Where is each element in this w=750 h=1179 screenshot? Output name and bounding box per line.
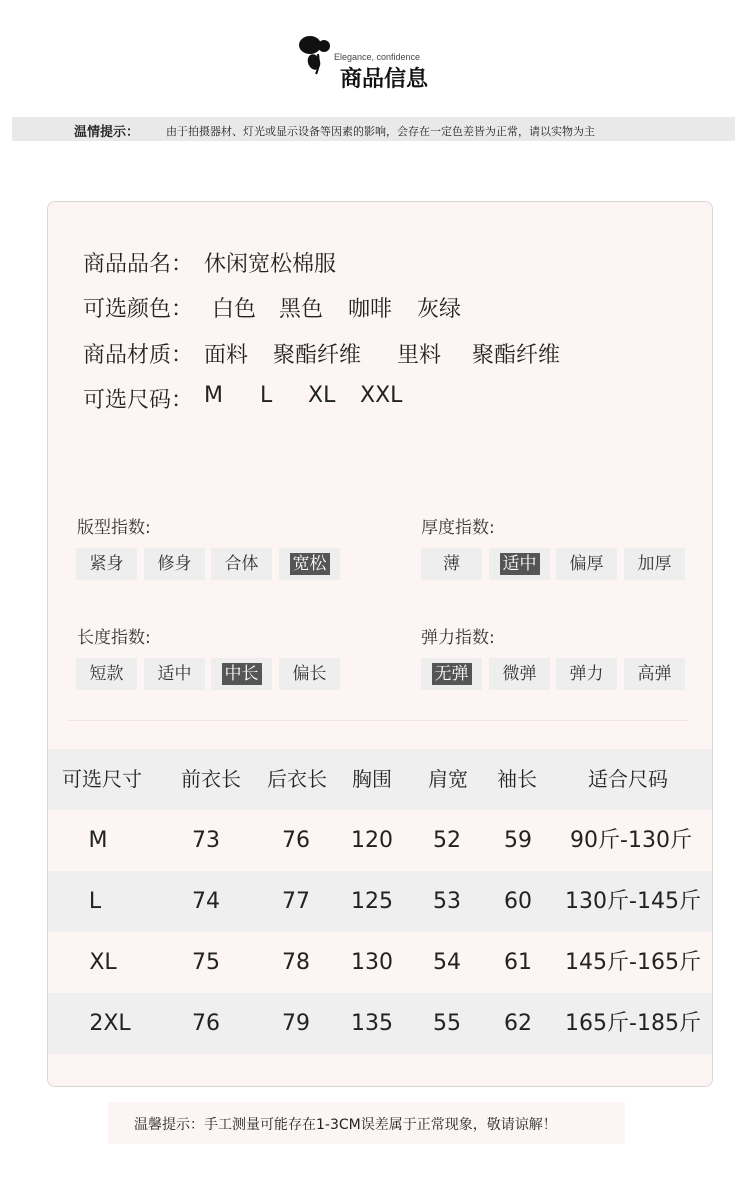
table-cell: 77	[282, 889, 310, 914]
table-cell: 90斤-130斤	[570, 828, 692, 853]
measurement-note	[108, 1102, 625, 1144]
table-cell: 130	[351, 950, 393, 975]
size-option: XXL	[360, 383, 403, 408]
table-cell: 78	[282, 950, 310, 975]
notice-label: 温情提示：	[74, 125, 140, 140]
table-cell: 52	[433, 828, 461, 853]
info-label: 商品品名：	[83, 252, 194, 277]
divider	[68, 720, 688, 721]
length-index-title: 长度指数:	[77, 628, 151, 648]
brand-slogan: Elegance, confidence	[334, 52, 421, 62]
table-cell: 135	[351, 1011, 393, 1036]
elasticity-chip: 弹力	[556, 658, 617, 690]
fit-chip-selected: 宽松	[279, 548, 340, 580]
table-cell: 130斤-145斤	[565, 889, 701, 914]
elasticity-chip: 高弹	[624, 658, 685, 690]
table-cell: 79	[282, 1011, 310, 1036]
table-cell: 76	[192, 1011, 220, 1036]
material-item: 里料	[397, 343, 442, 368]
table-cell: 75	[192, 950, 220, 975]
color-option: 咖啡	[348, 297, 393, 322]
elasticity-index-title: 弹力指数:	[421, 628, 495, 648]
table-cell: L	[88, 889, 102, 914]
length-chip: 短款	[76, 658, 137, 690]
table-cell: 73	[192, 828, 220, 853]
table-cell: 62	[504, 1011, 532, 1036]
notice-text: 由于拍摄器材、灯光或显示设备等因素的影响，会存在一定色差皆为正常，请以实物为主	[166, 125, 595, 138]
table-header-cell: 可选尺寸	[62, 767, 142, 791]
table-header-cell: 前衣长	[181, 767, 241, 791]
thickness-chip: 加厚	[624, 548, 685, 580]
table-cell: 2XL	[89, 1011, 131, 1036]
table-cell: 76	[282, 828, 310, 853]
color-option: 白色	[212, 297, 257, 322]
page-title: 商品信息	[340, 67, 429, 92]
length-chip-selected: 中长	[211, 658, 272, 690]
table-cell: 61	[504, 950, 532, 975]
thickness-chip: 偏厚	[556, 548, 617, 580]
table-cell: 74	[192, 889, 220, 914]
size-option: XL	[308, 383, 336, 408]
table-cell: 60	[504, 889, 532, 914]
thickness-chip: 薄	[421, 548, 482, 580]
material-item: 面料	[204, 343, 249, 368]
table-header-cell: 胸围	[352, 767, 392, 791]
length-chip: 适中	[144, 658, 205, 690]
product-info-card	[47, 201, 713, 1087]
table-header-cell: 后衣长	[267, 767, 327, 791]
color-notice-bar	[12, 117, 735, 141]
table-header-row	[48, 749, 713, 810]
table-cell: 125	[351, 889, 393, 914]
fit-chip: 合体	[211, 548, 272, 580]
elasticity-chip: 微弹	[489, 658, 550, 690]
size-option: L	[260, 383, 273, 408]
material-item: 聚酯纤维	[273, 343, 362, 368]
table-header-cell: 适合尺码	[588, 767, 668, 791]
thickness-index-title: 厚度指数:	[421, 518, 495, 538]
table-cell: XL	[89, 950, 117, 975]
table-cell: 53	[433, 889, 461, 914]
size-option: M	[204, 383, 223, 408]
brand-logo	[296, 32, 456, 92]
measurement-note-text: 温馨提示：手工测量可能存在1-3CM误差属于正常现象，敬请谅解！	[134, 1117, 557, 1133]
table-header-cell: 袖长	[497, 767, 537, 791]
table-header-cell: 肩宽	[428, 767, 468, 791]
fit-index-title: 版型指数:	[77, 518, 151, 538]
table-row	[48, 871, 713, 932]
info-label: 可选颜色：	[83, 297, 194, 322]
info-value: 休闲宽松棉服	[204, 252, 337, 277]
info-label: 商品材质：	[83, 343, 194, 368]
thickness-chip-selected: 适中	[489, 548, 550, 580]
fit-chip: 紧身	[76, 548, 137, 580]
table-cell: 54	[433, 950, 461, 975]
fit-chip: 修身	[144, 548, 205, 580]
table-row	[48, 993, 713, 1054]
table-cell: 55	[433, 1011, 461, 1036]
table-row	[48, 932, 713, 993]
table-cell: M	[88, 828, 108, 853]
table-cell: 165斤-185斤	[565, 1011, 701, 1036]
table-cell: 59	[504, 828, 532, 853]
table-row	[48, 810, 713, 871]
material-item: 聚酯纤维	[472, 343, 561, 368]
table-cell: 120	[351, 828, 393, 853]
color-option: 黑色	[279, 297, 324, 322]
elasticity-chip-selected: 无弹	[421, 658, 482, 690]
table-cell: 145斤-165斤	[565, 950, 701, 975]
info-label: 可选尺码：	[83, 388, 194, 413]
length-chip: 偏长	[279, 658, 340, 690]
color-option: 灰绿	[417, 297, 462, 322]
